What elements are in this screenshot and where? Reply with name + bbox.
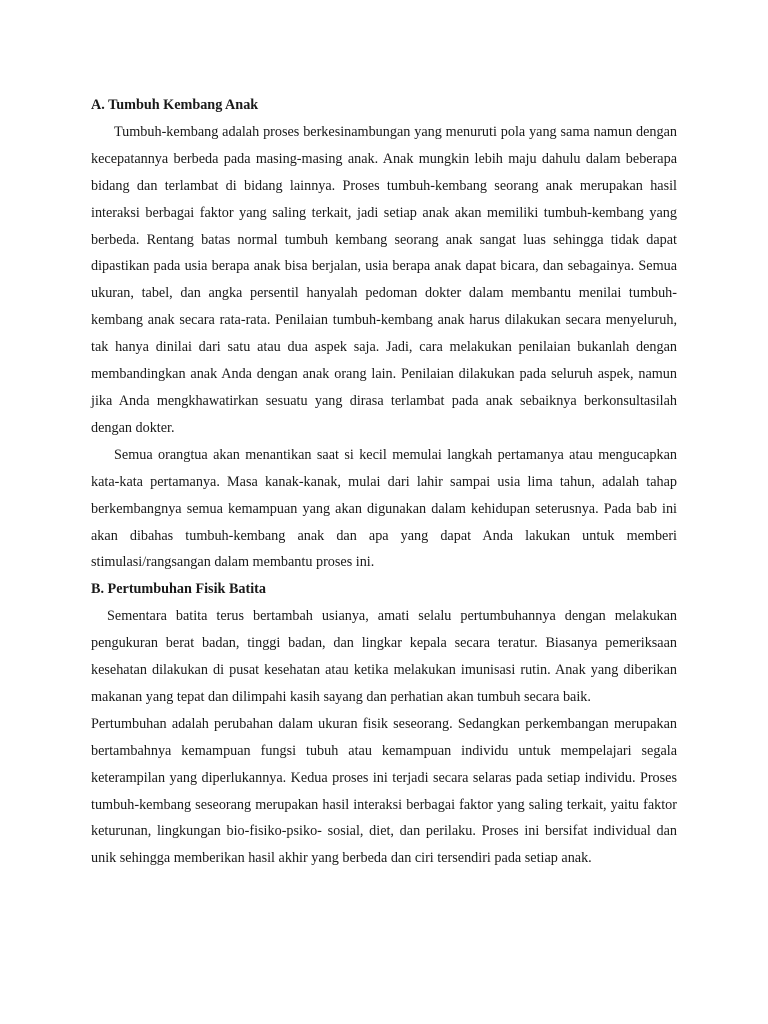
section-b-heading: B. Pertumbuhan Fisik Batita bbox=[91, 581, 267, 598]
section-a-heading: A. Tumbuh Kembang Anak bbox=[91, 97, 259, 113]
section-b-paragraph-2: Pertumbuhan adalah perubahan dalam ukuran fisik seseorang. Sedangkan perkembangan merupakan bertambahnya kemampuan fungsi tubuh atau kemampuan individu untuk mempelajari segala keterampilan yang diperlukannya. Kedua proses ini terjadi secara selaras pada setiap individu. Proses tumbuh-kembang seseorang merupakan hasil interaksi berbagai faktor yang saling terkait, yaitu faktor keturunan, lingkungan bio-fisiko-psiko- sosial, diet, dan perilaku. Proses ini bersifat individual dan unik sehingga memberikan hasil akhir yang berbeda dan ciri tersendiri pada setiap anak. bbox=[91, 715, 677, 867]
section-a-paragraph-1: Tumbuh-kembang adalah proses berkesinambungan yang menuruti pola yang sama namun dengan kecepatannya berbeda pada masing-masing anak. Anak mungkin lebih maju dahulu dalam beberapa bidang dan terlambat di bidang lainnya. Proses tumbuh-kembang seorang anak merupakan hasil interaksi berbagai faktor yang saling terkait, jadi setiap anak akan memiliki tumbuh-kembang yang berbeda. Rentang batas normal tumbuh kembang seorang anak sangat luas sehingga tidak dapat dipastikan pada usia berapa anak bisa berjalan, usia berapa anak dapat bicara, dan sebagainya. Semua ukuran, tabel, dan angka persentil hanyalah pedoman dokter dalam membantu menilai tumbuh-kembang anak secara rata-rata. Penilaian tumbuh-kembang anak harus dilakukan secara menyeluruh, tak hanya dinilai dari satu atau dua aspek saja. Jadi, cara melakukan penilaian bukanlah dengan membandingkan anak Anda dengan anak orang lain. Penilaian dilakukan pada seluruh aspek, namun jika Anda mengkhawatirkan sesuatu yang dirasa terlambat pada anak sebaiknya berkonsultasilah dengan dokter. bbox=[91, 123, 677, 436]
section-a-paragraph-2: Semua orangtua akan menantikan saat si kecil memulai langkah pertamanya atau mengucapkan kata-kata pertamanya. Masa kanak-kanak, mulai dari lahir sampai usia lima tahun, adalah tahap berkembangnya semua kemampuan yang akan digunakan dalam kehidupan seterusnya. Pada bab ini akan dibahas tumbuh-kembang anak dan apa yang dapat Anda lakukan untuk memberi stimulasi/rangsangan dalam membantu proses ini. bbox=[91, 446, 677, 571]
section-b-paragraph-1: Sementara batita terus bertambah usianya, amati selalu pertumbuhannya dengan melakukan pengukuran berat badan, tinggi badan, dan lingkar kepala secara teratur. Biasanya pemeriksaan kesehatan dilakukan di pusat kesehatan atau ketika melakukan imunisasi rutin. Anak yang diberikan makanan yang tepat dan dilimpahi kasih sayang dan perhatian akan tumbuh secara baik. bbox=[91, 608, 677, 705]
document-page bbox=[91, 92, 677, 872]
